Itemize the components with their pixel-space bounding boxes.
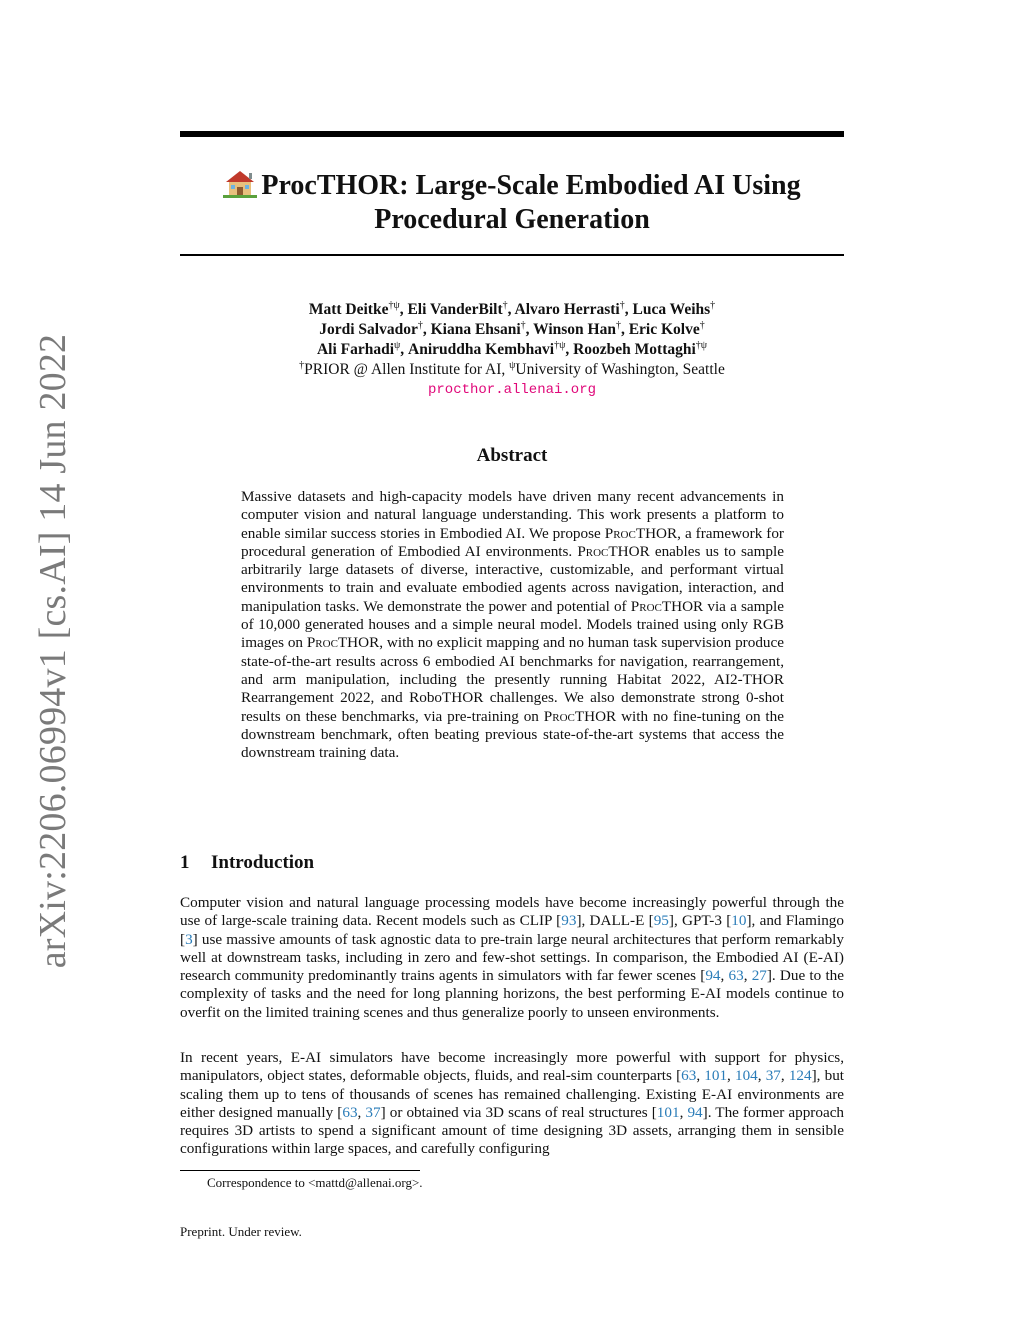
author-name: Jordi Salvador (319, 321, 418, 338)
author-name: , Winson Han (525, 321, 616, 338)
affiliation-mark: † (615, 320, 621, 331)
affiliation-mark: ψ (394, 340, 401, 351)
correspondence-footnote: Correspondence to <mattd@allenai.org>. (207, 1175, 423, 1190)
paper-title (180, 168, 844, 237)
title-line-1: ProcTHOR: Large-Scale Embodied AI Using (261, 170, 801, 201)
procthor-name: ProcTHOR (306, 634, 380, 652)
author-line-1 (180, 300, 844, 320)
affiliation-mark: † (502, 300, 508, 311)
citation-link[interactable]: 104 (734, 1067, 758, 1085)
house-icon (223, 168, 257, 198)
citation-link[interactable]: 124 (788, 1067, 812, 1085)
title-line-2: Procedural Generation (374, 204, 650, 235)
citation-link[interactable]: 27 (751, 967, 767, 985)
citation-link[interactable]: 94 (705, 967, 721, 985)
affiliation-mark: † (299, 360, 305, 371)
citation-link[interactable]: 63 (728, 967, 744, 985)
affiliation-mark: † (710, 300, 716, 311)
footnote-rule (180, 1170, 420, 1171)
citation-link[interactable]: 63 (681, 1067, 697, 1085)
procthor-name: ProcTHOR (577, 542, 650, 560)
procthor-name: ProcTHOR (630, 597, 704, 615)
author-name: , Luca Weihs (624, 301, 711, 318)
citation-link[interactable]: 94 (687, 1103, 703, 1121)
author-name: Ali Farhadi (316, 341, 395, 358)
citation-link[interactable]: 93 (561, 912, 577, 930)
title-rule (180, 254, 844, 256)
author-line-2 (180, 320, 844, 340)
affiliation-text: PRIOR @ Allen Institute for AI, (304, 361, 510, 378)
author-name: , Roozbeh Mottaghi (565, 341, 696, 358)
procthor-name: ProcTHOR (604, 524, 678, 542)
citation-link[interactable]: 95 (653, 912, 669, 930)
affiliation-mark: †ψ (554, 340, 566, 351)
author-name: Matt Deitke (308, 301, 389, 318)
top-rule (180, 131, 844, 137)
author-name: , Eli VanderBilt (399, 301, 503, 318)
affiliation-mark: ψ (509, 360, 516, 371)
section-number: 1 (180, 852, 190, 873)
section-heading (180, 852, 844, 874)
arxiv-identifier: arXiv:2206.06994v1 [cs.AI] 14 Jun 2022 (32, 333, 74, 969)
preprint-notice: Preprint. Under review. (180, 1224, 302, 1239)
author-name: , Aniruddha Kembhavi (400, 341, 555, 358)
author-name: , Eric Kolve (620, 321, 700, 338)
affiliation-mark: † (619, 300, 625, 311)
affiliation-mark: † (520, 320, 526, 331)
author-line-3 (180, 340, 844, 360)
citation-link[interactable]: 37 (765, 1067, 781, 1085)
section-title: Introduction (211, 852, 315, 873)
abstract-text: Massive datasets and high-capacity models have driven many recent advancements in computer vision and natural language understanding. This work presents a platform to enable similar success stories in Embodied AI. We propose ProcTHOR, a framework for procedural generation of Embodied AI environments. ProcTHOR enables us to sample arbitrarily large datasets of diverse, interactive, customizable, and performant virtual environments to train and evaluate embodied agents across navigation, interaction, and manipulation tasks. We demonstrate the power and potential of ProcTHOR via a sample of 10,000 generated houses and a simple neural model. Models trained using only RGB images on ProcTHOR, with no explicit mapping and no human task supervision produce state-of-the-art results across 6 embodied AI benchmarks for navigation, rearrangement, and arm manipulation, including the presently running Habitat 2022, AI2-THOR Rearrangement 2022, and RoboTHOR challenges. We also demonstrate strong 0-shot results on these benchmarks, via pre-training on ProcTHOR with no fine-tuning on the downstream benchmark, often beating previous state-of-the-art systems that access the downstream training data. (241, 488, 784, 762)
procthor-name: ProcTHOR (543, 707, 617, 725)
author-name: , Alvaro Herrasti (507, 301, 620, 318)
citation-link[interactable]: 10 (731, 912, 747, 930)
affiliation-mark: †ψ (388, 300, 400, 311)
author-block (180, 300, 844, 400)
author-name: , Kiana Ehsani (422, 321, 521, 338)
citation-link[interactable]: 37 (365, 1103, 381, 1121)
citation-link[interactable]: 3 (185, 930, 193, 948)
citation-link[interactable]: 101 (656, 1103, 680, 1121)
affiliation-mark: † (417, 320, 423, 331)
project-url-link[interactable]: procthor.allenai.org (427, 382, 597, 398)
affiliation-mark: † (699, 320, 705, 331)
citation-link[interactable]: 63 (342, 1103, 358, 1121)
abstract-heading: Abstract (476, 445, 548, 466)
affiliations (180, 360, 844, 380)
affiliation-mark: †ψ (695, 340, 708, 351)
citation-link[interactable]: 101 (704, 1067, 728, 1085)
intro-paragraph-2: In recent years, E-AI simulators have become increasingly more powerful with support for physics, manipulators, object states, deformable objects, fluids, and real-sim counterparts [63, 101, 104, 37, 124], but scaling them up to tens of thousands of scenes has remained challenging. Existing E-AI environments are either designed manually [63, 37] or obtained via 3D scans of real structures [101, 94]. The former approach requires 3D artists to spend a significant amount of time designing 3D assets, arranging them in sensible configurations within large spaces, and carefully configuring (180, 1049, 845, 1158)
intro-paragraph-1: Computer vision and natural language processing models have become increasingly powerful through the use of large-scale training data. Recent models such as CLIP [93], DALL-E [95], GPT-3 [10], and Flamingo [3] use massive amounts of task agnostic data to pre-train large neural architectures that perform remarkably well at downstream tasks, including in zero and few-shot settings. In comparison, the Embodied AI (E-AI) research community predominantly trains agents in simulators with far fewer scenes [94, 63, 27]. Due to the complexity of tasks and the need for long planning horizons, the best performing E-AI models continue to overfit on the limited training scenes and thus generalize poorly to unseen environments. (180, 894, 845, 1021)
affiliation-text: University of Washington, Seattle (515, 361, 725, 378)
